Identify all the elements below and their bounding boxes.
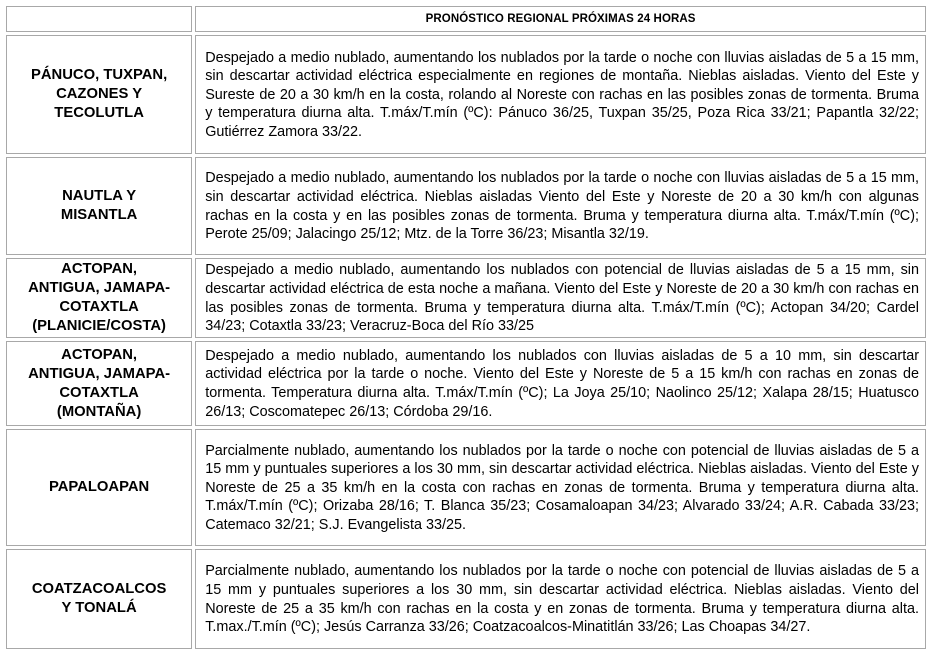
header-empty-cell (6, 6, 192, 32)
table-row (6, 429, 926, 546)
forecast-text: Parcialmente nublado, aumentando los nublados por la tarde o noche con potencial de lluvias aisladas de 5 a 15 mm y puntuales superiores a los 30 mm, sin descartar actividad eléctrica. Nieblas aisladas. Viento del Este y Noreste de 25 a 35 km/h en la costa con rachas en zonas de tormenta. Bruma y temperatura diurna alta. T.máx/T.mín (ºC); Orizaba 28/16; T. Blanca 35/23; Cosamaloapan 34/23; Alvarado 33/24; A.R. Cabada 33/23; Catemaco 32/21; S.J. Evangelista 33/25. (195, 429, 926, 546)
table-row (6, 341, 926, 426)
region-name-line: COTAXTLA (59, 384, 139, 401)
region-name-line: (PLANICIE/COSTA) (32, 318, 166, 334)
region-name-line: ACTOPAN, (61, 346, 138, 363)
table-row (6, 35, 926, 154)
forecast-text: Despejado a medio nublado, aumentando los nublados por la tarde o noche con lluvias aisladas de 5 a 15 mm, sin descartar actividad eléctrica especialmente en regiones de montaña. Nieblas aisladas. Viento del Este y Sureste de 20 a 30 km/h en la costa, rolando al Noreste con rachas en las posibles zonas de tormenta. Bruma y temperatura diurna alta. T.máx/T.mín (ºC): Pánuco 36/25, Tuxpan 35/25, Poza Rica 33/21; Papantla 32/22; Gutiérrez Zamora 33/22. (195, 35, 926, 154)
region-name (6, 549, 192, 649)
region-name (6, 157, 192, 255)
region-name (6, 429, 192, 546)
region-name-line: ACTOPAN, (61, 261, 138, 277)
region-name-line: COATZACOALCOS (31, 581, 167, 597)
region-name-line: ANTIGUA, JAMAPA- (28, 365, 171, 382)
region-name-line: NAUTLA Y (62, 188, 137, 204)
region-name-line: Y TONALÁ (61, 600, 137, 616)
table-header: PRONÓSTICO REGIONAL PRÓXIMAS 24 HORAS (195, 6, 926, 32)
forecast-table (3, 3, 929, 652)
region-name-line: COTAXTLA (59, 299, 139, 315)
region-name-line: PAPALOAPAN (48, 479, 150, 495)
region-name-line: ANTIGUA, JAMAPA- (28, 280, 171, 296)
region-name (6, 341, 192, 426)
forecast-text: Despejado a medio nublado, aumentando los nublados con potencial de lluvias aisladas de 5 a 15 mm, sin descartar actividad eléctrica de esta noche a mañana. Viento del Este y Noreste de 20 a 30 km/h con rachas en las posibles zonas de tormenta. Bruma y temperatura diurna alta. T.máx/T.mín (ºC); Actopan 34/20; Cardel 34/23; Cotaxtla 33/23; Veracruz-Boca del Río 33/25 (195, 258, 926, 338)
table-row (6, 258, 926, 338)
region-name-line: TECOLUTLA (54, 105, 144, 121)
table-row (6, 549, 926, 649)
region-name (6, 258, 192, 338)
region-name-line: MISANTLA (60, 207, 138, 223)
region-name (6, 35, 192, 154)
region-name-line: (MONTAÑA) (56, 403, 142, 420)
header-row (6, 6, 926, 32)
forecast-text: Despejado a medio nublado, aumentando los nublados por la tarde o noche con lluvias aisladas de 5 a 15 mm, sin descartar actividad eléctrica. Nieblas aisladas Viento del Este y Noreste de 20 a 30 km/h con algunas rachas en la costa y en las posibles zonas de tormenta. Bruma y temperatura diurna alta. T.máx/T.mín (ºC); Perote 25/09; Jalacingo 25/12; Mtz. de la Torre 36/23; Misantla 32/19. (195, 157, 926, 255)
forecast-text: Despejado a medio nublado, aumentando los nublados con lluvias aisladas de 5 a 10 mm, sin descartar actividad eléctrica por la tarde o noche. Viento del Este y Noreste de 5 a 15 km/h con rachas en zonas de tormenta. Temperatura diurna alta. T.máx/T.mín (ºC); La Joya 25/10; Naolinco 25/12; Xalapa 28/15; Huatusco 26/13; Coscomatepec 26/13; Córdoba 29/16. (195, 341, 926, 426)
forecast-text: Parcialmente nublado, aumentando los nublados por la tarde o noche con potencial de lluvias aisladas de 5 a 15 mm y puntuales superiores a los 30 mm, sin descartar actividad eléctrica. Nieblas aisladas. Viento del Noreste de 25 a 35 km/h con rachas en la costa y en zonas de tormenta. Bruma y temperatura diurna alta. T.max./T.mín (ºC); Jesús Carranza 33/26; Coatzacoalcos-Minatitlán 33/26; Las Choapas 34/27. (195, 549, 926, 649)
table-row (6, 157, 926, 255)
region-name-line: CAZONES Y (56, 86, 143, 102)
region-name-line: PÁNUCO, TUXPAN, (31, 67, 168, 83)
